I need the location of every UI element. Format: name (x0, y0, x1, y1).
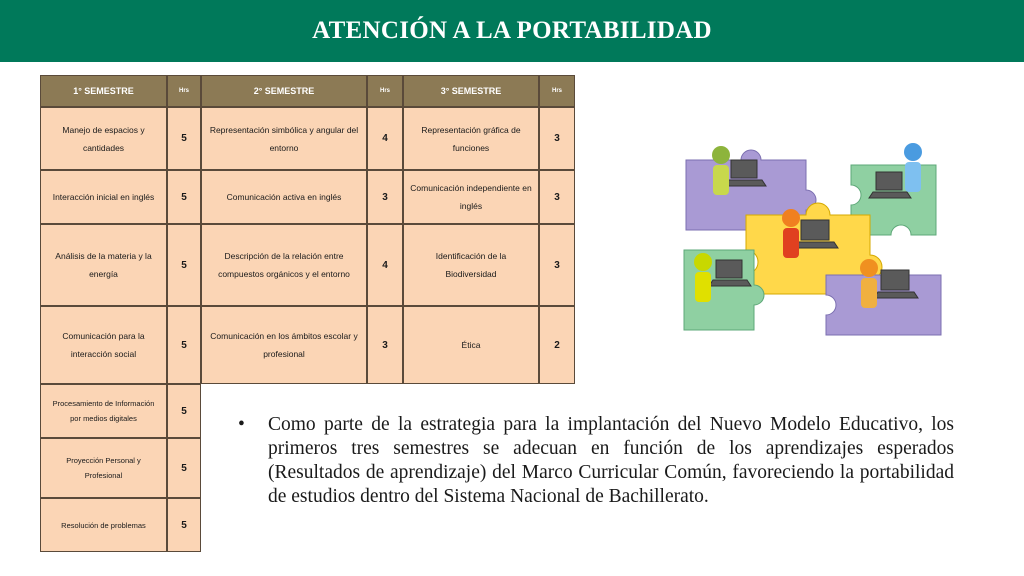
sem3-subject-cell (403, 107, 539, 170)
sem1-subject-cell (40, 107, 167, 170)
sem1-subject-cell-text: Interacción inicial en inglés (52, 192, 155, 202)
bullet-paragraph (238, 413, 954, 509)
sem2-subject-cell (201, 170, 367, 224)
sem2-hrs-cell-text: 4 (382, 133, 388, 144)
sem1-hrs-cell (167, 170, 201, 224)
sem1-subject-cell-text: Análisis de la materia y la energía (55, 251, 152, 279)
header-sem1 (40, 75, 167, 107)
sem1-hrs-cell (167, 224, 201, 306)
sem1-hrs-cell-text: 5 (181, 339, 187, 351)
sem1-subject-cell-text: Manejo de espacios y cantidades (62, 124, 145, 153)
sem1-hrs-cell-text: 5 (181, 133, 187, 144)
sem3-hrs-cell (539, 170, 575, 224)
sem1-hrs-cell (167, 438, 201, 498)
sem3-subject-cell-text: Representación gráfica de funciones (421, 124, 521, 153)
title-banner (0, 0, 1024, 62)
sem3-subject-cell (403, 170, 539, 224)
sem2-hrs-cell (367, 107, 403, 170)
sem2-subject-cell (201, 306, 367, 384)
sem3-hrs-cell (539, 224, 575, 306)
sem1-subject-cell-text: Comunicación para la interacción social (62, 331, 145, 359)
bullet-marker: • (238, 414, 245, 435)
header-hrs1 (167, 75, 201, 107)
sem3-subject-cell (403, 306, 539, 384)
sem3-hrs-cell-text: 3 (554, 133, 560, 144)
sem3-subject-cell (403, 224, 539, 306)
sem1-subject-cell-text: Procesamiento de Información por medios digitales (52, 399, 155, 423)
sem2-subject-cell (201, 107, 367, 170)
sem3-hrs-cell (539, 107, 575, 170)
sem2-subject-cell-text: Representación simbólica y angular del entorno (209, 124, 359, 153)
header-hrs2-text: Hrs (379, 88, 390, 94)
sem2-hrs-cell (367, 170, 403, 224)
sem1-hrs-cell (167, 498, 201, 552)
header-sem1-text: 1° SEMESTRE (73, 86, 134, 96)
sem1-subject-cell (40, 438, 167, 498)
sem3-subject-cell-text: Identificación de la Biodiversidad (435, 251, 507, 279)
header-hrs1-text: Hrs (178, 88, 189, 94)
sem1-hrs-cell (167, 384, 201, 438)
sem1-hrs-cell-text: 5 (181, 519, 187, 531)
header-sem3-text: 3° SEMESTRE (440, 86, 502, 96)
sem3-hrs-cell-text: 2 (554, 339, 560, 351)
sem2-subject-cell-text: Comunicación en los ámbitos escolar y profesional (210, 331, 358, 359)
sem3-subject-cell-text: Ética (461, 340, 481, 350)
sem2-hrs-cell-text: 3 (382, 191, 388, 203)
header-sem2-text: 2° SEMESTRE (253, 86, 315, 96)
sem1-hrs-cell (167, 306, 201, 384)
header-sem2 (201, 75, 367, 107)
header-hrs3 (539, 75, 575, 107)
sem2-hrs-cell-text: 4 (382, 259, 388, 271)
sem2-hrs-cell (367, 306, 403, 384)
header-hrs2 (367, 75, 403, 107)
sem2-hrs-cell (367, 224, 403, 306)
sem1-hrs-cell-text: 5 (181, 191, 187, 203)
bullet-text: Como parte de la estrategia para la implantación del Nuevo Modelo Educativo, los primeros tres semestres se adecuan en función de los aprendizajes esperados (Resultados de aprendizaje) del Marco Curricular Común, favoreciendo la portabilidad de estudios dentro del Sistema Nacional de Bachillerato. (268, 414, 954, 507)
header-sem3 (403, 75, 539, 107)
sem3-hrs-cell (539, 306, 575, 384)
sem3-subject-cell-text: Comunicación independiente en inglés (410, 183, 532, 211)
sem3-hrs-cell-text: 3 (554, 259, 560, 271)
sem2-subject-cell-text: Comunicación activa en inglés (226, 192, 342, 202)
sem1-subject-cell (40, 384, 167, 438)
puzzle-people-laptops-icon (676, 140, 952, 345)
sem1-subject-cell (40, 306, 167, 384)
sem1-hrs-cell-text: 5 (181, 405, 187, 417)
header-hrs3-text: Hrs (551, 88, 562, 94)
sem1-hrs-cell-text: 5 (181, 462, 187, 474)
sem1-hrs-cell (167, 107, 201, 170)
sem1-subject-cell (40, 170, 167, 224)
sem1-subject-cell (40, 498, 167, 552)
slide-title: ATENCIÓN A LA PORTABILIDAD (312, 17, 712, 44)
sem1-subject-cell-text: Resolución de problemas (61, 520, 146, 530)
sem1-hrs-cell-text: 5 (181, 259, 187, 271)
sem2-subject-cell (201, 224, 367, 306)
sem3-hrs-cell-text: 3 (554, 191, 560, 203)
sem2-hrs-cell-text: 3 (382, 339, 388, 351)
sem1-subject-cell-text: Proyección Personal y Profesional (66, 456, 141, 480)
sem2-subject-cell-text: Descripción de la relación entre compuestos orgánicos y el entorno (218, 251, 350, 279)
sem1-subject-cell (40, 224, 167, 306)
